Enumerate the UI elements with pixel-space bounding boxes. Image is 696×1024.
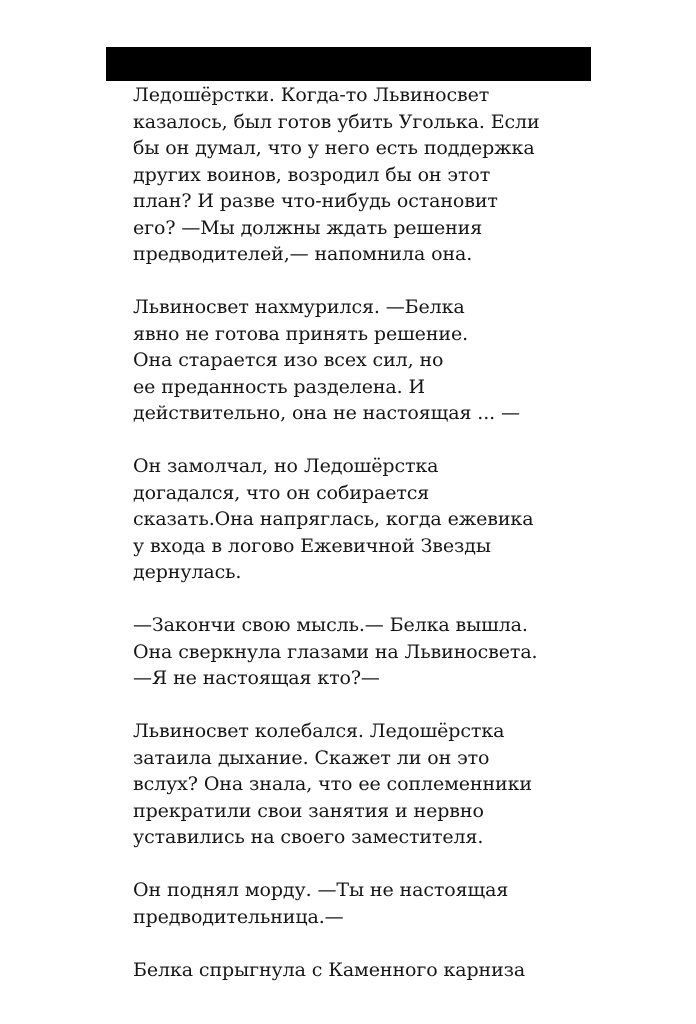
text-line: уставились на своего заместителя. — [133, 826, 484, 848]
text-line: явно не готова принять решение. — [133, 322, 469, 345]
text-column — [133, 82, 603, 1010]
paragraph-1 — [133, 82, 603, 268]
text-line: догадался, что он собирается — [133, 481, 430, 504]
text-line: Львиносвет нахмурился. —Белка — [133, 296, 465, 318]
text-line: —Я не настоящая кто?— — [133, 667, 380, 689]
text-line: прекратили свои занятия и нервно — [133, 799, 484, 822]
paragraph-4 — [133, 612, 603, 692]
text-line: ее преданность разделена. И — [133, 375, 425, 398]
text-line: Она сверкнула глазами на Львиносвета. — [133, 640, 538, 663]
text-line: —Закончи свою мысль.— Белка вышла. — [133, 614, 528, 636]
text-line: Львиносвет колебался. Ледошёрстка — [133, 720, 505, 742]
text-line: у входа в логово Ежевичной Звезды — [133, 534, 491, 557]
text-line: действительно, она не настоящая ... — — [133, 402, 520, 424]
text-line: сказать.Она напряглась, когда ежевика — [133, 508, 534, 530]
text-line: план? И разве что-нибудь остановит — [133, 190, 498, 212]
text-line: Он замолчал, но Ледошёрстка — [133, 455, 439, 477]
text-line: предводительница.— — [133, 905, 344, 928]
text-line: его? —Мы должны ждать решения — [133, 216, 483, 239]
paragraph-7 — [133, 957, 603, 984]
text-line: затаила дыхание. Скажет ли он это — [133, 746, 490, 769]
text-line: Ледошёрстки. Когда-то Львиносвет — [133, 84, 490, 106]
text-line: дернулась. — [133, 561, 242, 583]
paragraph-5 — [133, 718, 603, 851]
text-line: Она старается изо всех сил, но — [133, 349, 444, 371]
text-line: Белка спрыгнула с Каменного карниза — [133, 958, 526, 981]
text-line: казалось, был готов убить Уголька. Если — [133, 110, 540, 133]
paragraph-3 — [133, 453, 603, 586]
text-line: предводителей,— напомнила она. — [133, 243, 473, 265]
paragraph-2 — [133, 294, 603, 427]
text-line: вслух? Она знала, что ее соплеменники — [133, 773, 532, 795]
redaction-bar — [106, 47, 591, 81]
text-line: других воинов, возродил бы он этот — [133, 163, 491, 186]
paragraph-6 — [133, 877, 603, 930]
text-line: бы он думал, что у него есть поддержка — [133, 137, 535, 159]
text-line: Он поднял морду. —Ты не настоящая — [133, 879, 509, 901]
